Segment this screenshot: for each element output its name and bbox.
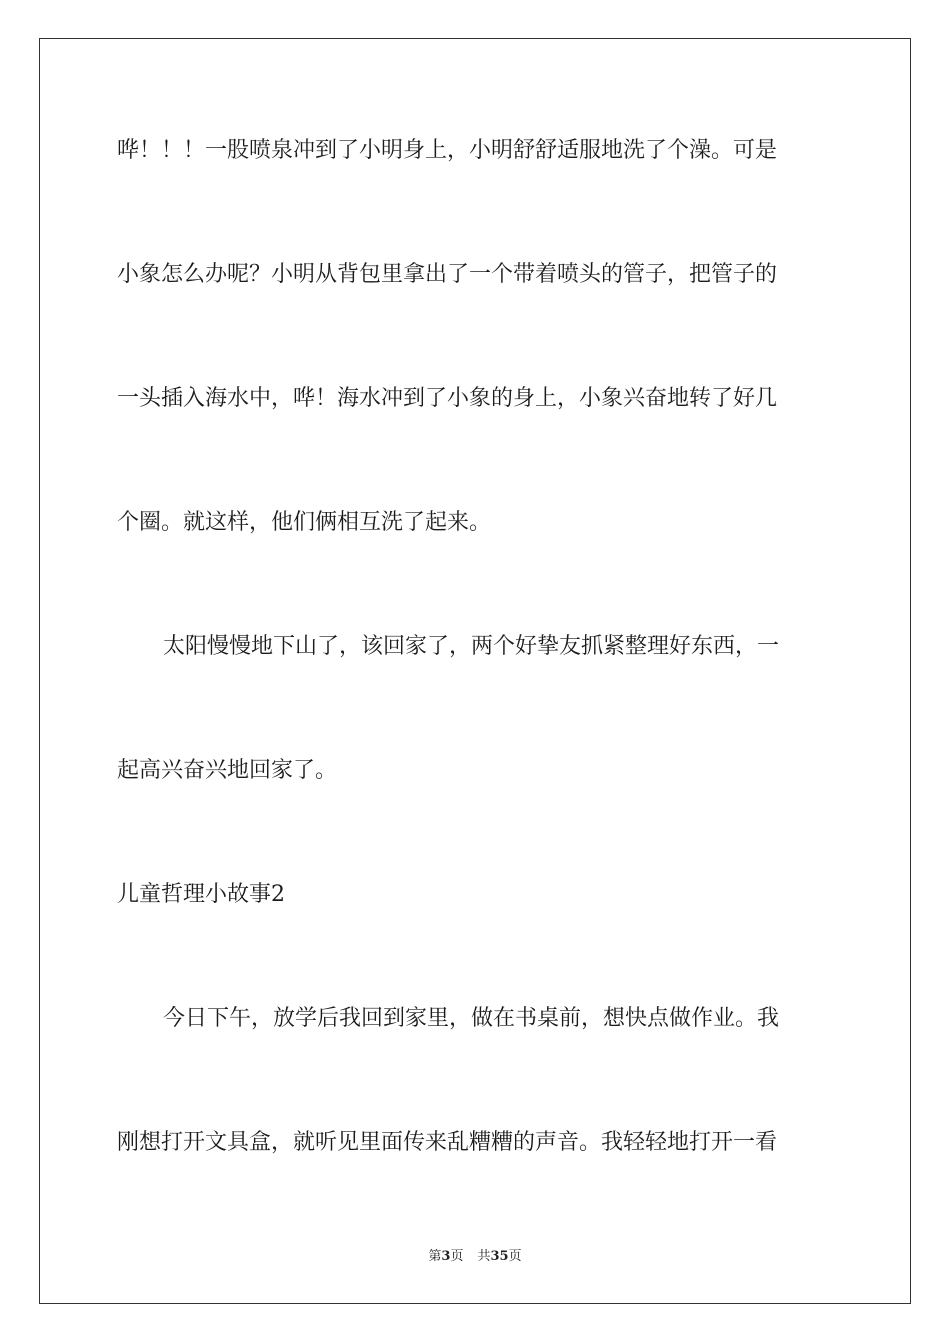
page-footer <box>0 1248 950 1266</box>
text-line-9: 刚想打开文具盒，就听见里面传来乱糟糟的声音。我轻轻地打开一看 <box>117 1130 778 1155</box>
page-border <box>39 38 911 1304</box>
section-heading: 儿童哲理小故事2 <box>117 882 285 907</box>
page-suffix: 页 <box>450 1249 464 1264</box>
total-page-count: 35 <box>490 1249 509 1264</box>
page-prefix: 第 <box>428 1249 442 1264</box>
text-line-2: 小象怎么办呢？小明从背包里拿出了一个带着喷头的管子，把管子的 <box>117 262 778 287</box>
text-line-1: 哗！！！一股喷泉冲到了小明身上，小明舒舒适服地洗了个澡。可是 <box>117 138 778 163</box>
current-page-number: 3 <box>441 1249 451 1264</box>
total-prefix: 共 <box>477 1249 491 1264</box>
text-line-3: 一头插入海水中，哗！海水冲到了小象的身上，小象兴奋地转了好几 <box>117 386 778 411</box>
text-line-4: 个圈。就这样，他们俩相互洗了起来。 <box>117 510 492 535</box>
total-suffix: 页 <box>508 1249 522 1264</box>
paragraph-start-line-2: 今日下午，放学后我回到家里，做在书桌前，想快点做作业。我 <box>163 1006 780 1031</box>
paragraph-start-line: 太阳慢慢地下山了，该回家了，两个好挚友抓紧整理好东西，一 <box>163 634 780 659</box>
text-line-6: 起高兴奋兴地回家了。 <box>117 758 338 783</box>
